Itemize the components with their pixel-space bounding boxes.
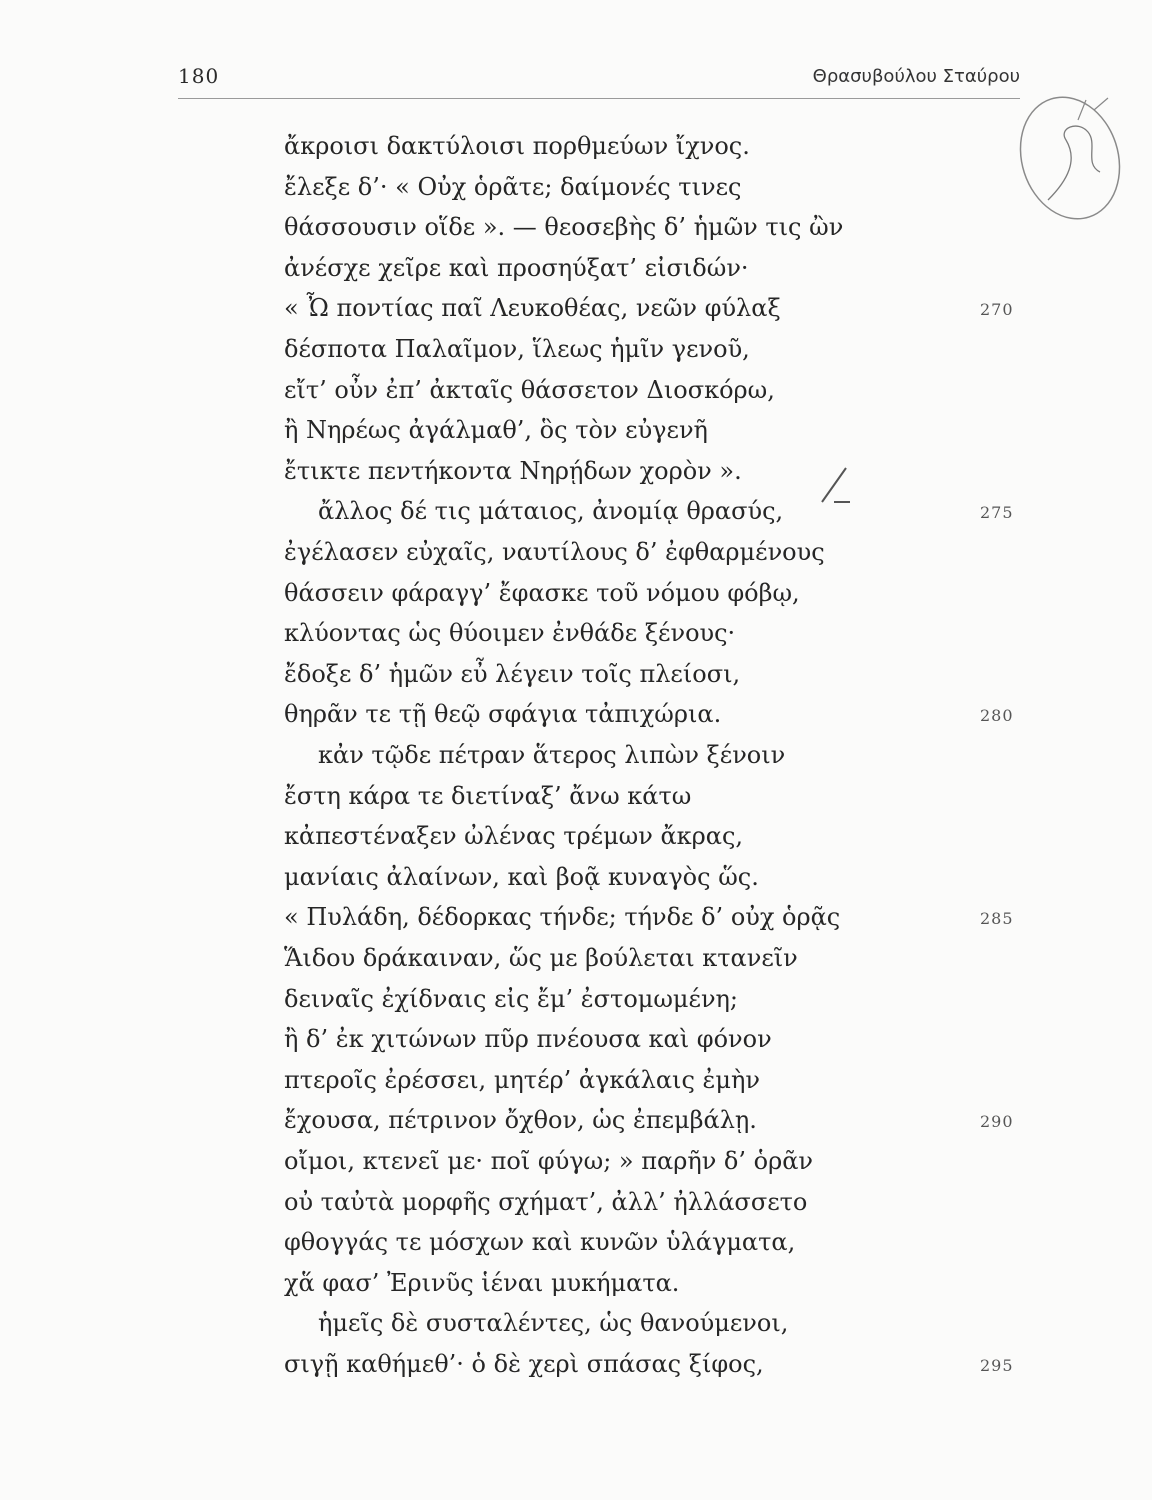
pencil-slash-mark [816, 462, 856, 506]
running-head: Θρασυβούλου Σταύρου [812, 66, 1020, 87]
verse-line: « Ὦ ποντίας παῖ Λευκοθέας, νεῶν φύλαξ [284, 294, 781, 323]
verse-line: θηρᾶν τε τῇ θεῷ σφάγια τἀπιχώρια. [284, 700, 722, 729]
verse-line: ἔστη κάρα τε διετίναξ’ ἄνω κάτω [284, 781, 692, 810]
verse-line: κἀπεστέναξεν ὠλένας τρέμων ἄκρας, [284, 822, 744, 851]
verse-line: μανίαις ἀλαίνων, καὶ βοᾷ κυναγὸς ὥς. [284, 862, 759, 891]
verse-line: φθογγάς τε μόσχων καὶ κυνῶν ὑλάγματα, [284, 1228, 796, 1257]
verse-line: οὐ ταὐτὰ μορφῆς σχήματ’, ἀλλ’ ἠλλάσσετο [284, 1187, 808, 1216]
verse-line: Ἅιδου δράκαιναν, ὥς με βούλεται κτανεῖν [284, 944, 798, 972]
line-number: 290 [980, 1112, 1014, 1132]
verse-line: ἐγέλασεν εὐχαῖς, ναυτίλους δ’ ἐφθαρμένους [284, 538, 825, 566]
verse-line: ἢ δ’ ἐκ χιτώνων πῦρ πνέουσα καὶ φόνον [284, 1025, 772, 1054]
verse-line: ἡμεῖς δὲ συσταλέντες, ὡς θανούμενοι, [318, 1309, 789, 1338]
verse-line: δέσποτα Παλαῖμον, ἵλεως ἡμῖν γενοῦ, [284, 335, 750, 363]
page-number: 180 [178, 64, 220, 88]
verse-line: σιγῇ καθήμεθ’· ὁ δὲ χερὶ σπάσας ξίφος, [284, 1350, 764, 1378]
verse-line: ἄλλος δέ τις μάταιος, ἀνομίᾳ θρασύς, [318, 497, 784, 526]
verse-line: εἴτ’ οὖν ἐπ’ ἀκταῖς θάσσετον Διοσκόρω, [284, 375, 775, 404]
verse-line: ἔλεξε δ’· « Οὐχ ὁρᾶτε; δαίμονές τινες [284, 172, 742, 201]
verse-line: ἔχουσα, πέτρινον ὄχθον, ὡς ἐπεμβάλῃ. [284, 1106, 757, 1135]
verse-line: θάσσουσιν οἵδε ». — θεοσεβὴς δ’ ἡμῶν τις ὢν [284, 213, 844, 242]
verse-line: θάσσειν φάραγγ’ ἔφασκε τοῦ νόμου φόβῳ, [284, 578, 800, 607]
verse-line: κἀν τῷδε πέτραν ἅτερος λιπὼν ξένοιν [318, 741, 786, 769]
verse-line: οἴμοι, κτενεῖ με· ποῖ φύγω; » παρῆν δ’ ὁρᾶν [284, 1147, 813, 1175]
verse-line: ἔτικτε πεντήκοντα Νηρῄδων χορὸν ». [284, 456, 742, 485]
line-number: 280 [980, 706, 1014, 726]
verse-line: δειναῖς ἐχίδναις εἰς ἔμ’ ἐστομωμένη; [284, 984, 739, 1013]
line-number: 275 [980, 503, 1014, 523]
line-number: 270 [980, 300, 1014, 320]
page-header [178, 64, 1020, 98]
header-rule [178, 98, 1020, 99]
verse-line: χἅ φασ’ Ἐρινῦς ἱέναι μυκήματα. [284, 1268, 680, 1297]
verse-line: ἀνέσχε χεῖρε καὶ προσηύξατ’ εἰσιδών· [284, 253, 749, 282]
library-stamp [1008, 80, 1128, 220]
verse-line: πτεροῖς ἐρέσσει, μητέρ’ ἀγκάλαις ἐμὴν [284, 1065, 760, 1094]
verse-line: ἢ Νηρέως ἀγάλμαθ’, ὃς τὸν εὐγενῆ [284, 416, 708, 445]
line-number: 295 [980, 1356, 1014, 1375]
verse-line: ἔδοξε δ’ ἡμῶν εὖ λέγειν τοῖς πλείοσι, [284, 659, 741, 688]
verse-line: « Πυλάδη, δέδορκας τήνδε; τήνδε δ’ οὐχ ὁρᾷς [284, 903, 841, 932]
line-number: 285 [980, 909, 1014, 929]
verse-line: ἄκροισι δακτύλοισι πορθμεύων ἴχνος. [284, 132, 750, 160]
verse-line: κλύοντας ὡς θύοιμεν ἐνθάδε ξένους· [284, 619, 736, 648]
